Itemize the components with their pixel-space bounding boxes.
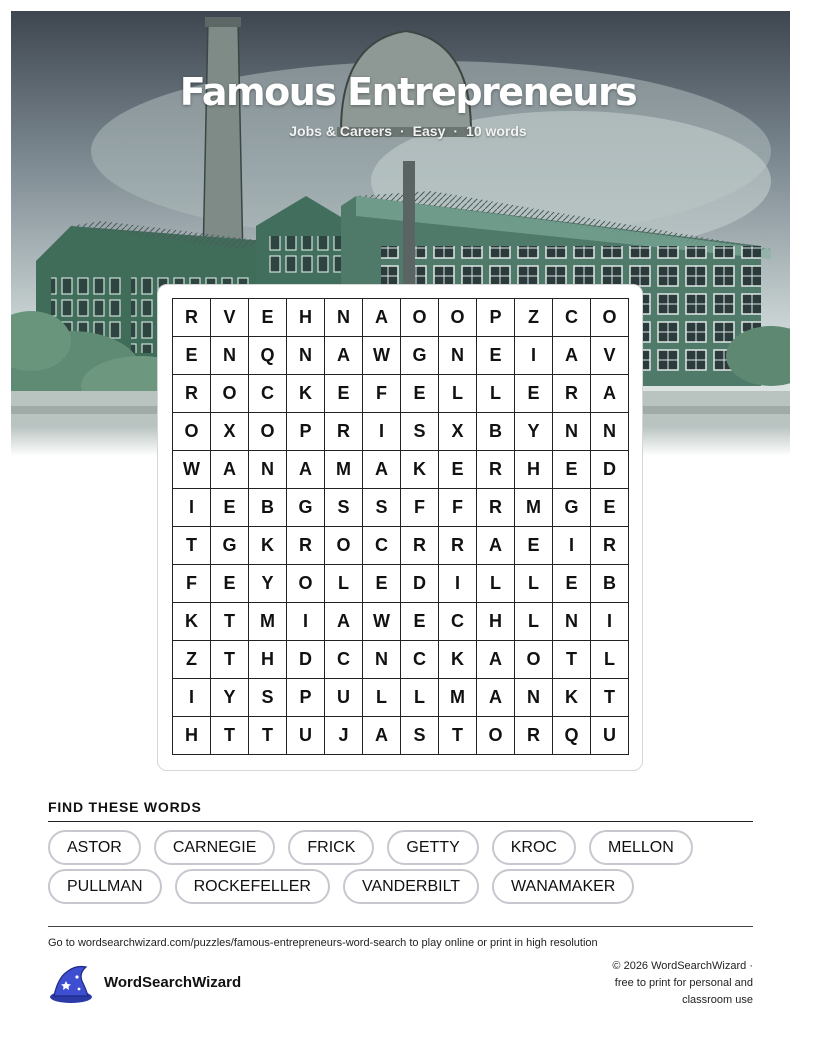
grid-cell: G (401, 337, 439, 375)
grid-cell: E (401, 603, 439, 641)
grid-cell: I (363, 413, 401, 451)
grid-cell: W (173, 451, 211, 489)
grid-cell: B (477, 413, 515, 451)
grid-cell: O (287, 565, 325, 603)
word-chip: WANAMAKER (492, 869, 634, 904)
grid-cell: O (325, 527, 363, 565)
word-chip: ROCKEFELLER (175, 869, 330, 904)
grid-cell: R (591, 527, 629, 565)
grid-cell: E (173, 337, 211, 375)
grid-cell: R (173, 375, 211, 413)
grid-cell: C (249, 375, 287, 413)
grid-cell: N (515, 679, 553, 717)
grid-cell: O (211, 375, 249, 413)
word-chip: KROC (492, 830, 576, 865)
grid-cell: B (591, 565, 629, 603)
grid-cell: G (211, 527, 249, 565)
grid-cell: K (173, 603, 211, 641)
grid-cell: L (515, 603, 553, 641)
word-list (48, 830, 768, 904)
grid-cell: S (363, 489, 401, 527)
grid-cell: A (287, 451, 325, 489)
grid-cell: R (477, 489, 515, 527)
grid-cell: E (249, 299, 287, 337)
grid-cell: S (249, 679, 287, 717)
grid-cell: T (211, 641, 249, 679)
grid-cell: I (591, 603, 629, 641)
grid-cell: Y (211, 679, 249, 717)
grid-cell: R (173, 299, 211, 337)
grid-cell: T (553, 641, 591, 679)
grid-cell: D (287, 641, 325, 679)
grid-cell: J (325, 717, 363, 755)
grid-cell: C (401, 641, 439, 679)
brand-name: WordSearchWizard (104, 974, 242, 991)
grid-cell: N (211, 337, 249, 375)
grid-cell: A (477, 679, 515, 717)
grid-cell: P (287, 679, 325, 717)
grid-cell: O (515, 641, 553, 679)
grid-cell: A (325, 337, 363, 375)
grid-cell: A (325, 603, 363, 641)
grid-cell: T (173, 527, 211, 565)
grid-cell: I (173, 679, 211, 717)
grid-cell: A (363, 717, 401, 755)
grid-cell: E (211, 565, 249, 603)
grid-cell: K (249, 527, 287, 565)
grid-cell: O (173, 413, 211, 451)
grid-cell: E (553, 565, 591, 603)
letter-grid (172, 298, 629, 755)
grid-cell: R (287, 527, 325, 565)
grid-cell: I (439, 565, 477, 603)
grid-cell: R (553, 375, 591, 413)
grid-cell: H (515, 451, 553, 489)
grid-cell: N (249, 451, 287, 489)
grid-cell: L (477, 565, 515, 603)
word-chip: MELLON (589, 830, 693, 865)
word-chip: ASTOR (48, 830, 141, 865)
grid-cell: I (515, 337, 553, 375)
grid-cell: H (173, 717, 211, 755)
word-chip: GETTY (387, 830, 478, 865)
grid-cell: N (287, 337, 325, 375)
word-chip: PULLMAN (48, 869, 162, 904)
grid-cell: O (249, 413, 287, 451)
puzzle-title: Famous Entrepreneurs (179, 70, 637, 114)
grid-cell: L (591, 641, 629, 679)
meta-separator: · (453, 123, 459, 139)
grid-cell: F (173, 565, 211, 603)
grid-cell: F (401, 489, 439, 527)
grid-cell: L (439, 375, 477, 413)
grid-cell: N (591, 413, 629, 451)
grid-cell: I (553, 527, 591, 565)
grid-cell: C (363, 527, 401, 565)
grid-cell: S (401, 717, 439, 755)
grid-cell: A (363, 299, 401, 337)
grid-cell: E (325, 375, 363, 413)
grid-cell: G (287, 489, 325, 527)
grid-cell: Z (515, 299, 553, 337)
grid-cell: Q (553, 717, 591, 755)
grid-cell: L (325, 565, 363, 603)
grid-cell: R (439, 527, 477, 565)
grid-cell: N (553, 603, 591, 641)
grid-cell: K (553, 679, 591, 717)
grid-cell: E (553, 451, 591, 489)
grid-cell: U (287, 717, 325, 755)
grid-cell: B (249, 489, 287, 527)
grid-cell: M (439, 679, 477, 717)
grid-cell: T (591, 679, 629, 717)
copyright-line: © 2026 WordSearchWizard · (612, 960, 753, 972)
grid-cell: E (515, 375, 553, 413)
grid-cell: L (363, 679, 401, 717)
grid-cell: E (477, 337, 515, 375)
grid-cell: E (515, 527, 553, 565)
grid-cell: O (401, 299, 439, 337)
grid-cell: T (211, 603, 249, 641)
grid-cell: A (363, 451, 401, 489)
grid-cell: D (401, 565, 439, 603)
divider (48, 821, 753, 822)
grid-cell: A (477, 527, 515, 565)
copyright-line: free to print for personal and (614, 977, 753, 989)
grid-cell: O (591, 299, 629, 337)
word-chip: CARNEGIE (154, 830, 276, 865)
grid-cell: T (211, 717, 249, 755)
grid-cell: R (401, 527, 439, 565)
divider (48, 926, 753, 927)
grid-cell: I (173, 489, 211, 527)
grid-cell: D (591, 451, 629, 489)
grid-cell: X (439, 413, 477, 451)
grid-cell: A (553, 337, 591, 375)
grid-cell: K (439, 641, 477, 679)
grid-cell: E (439, 451, 477, 489)
grid-cell: M (325, 451, 363, 489)
category-label: Jobs & Careers (289, 123, 392, 139)
grid-cell: P (287, 413, 325, 451)
word-count-label: 10 words (466, 123, 527, 139)
grid-cell: Z (173, 641, 211, 679)
grid-cell: V (591, 337, 629, 375)
grid-cell: T (439, 717, 477, 755)
word-chip: FRICK (288, 830, 374, 865)
grid-cell: X (211, 413, 249, 451)
grid-cell: V (211, 299, 249, 337)
grid-cell: M (515, 489, 553, 527)
grid-cell: R (325, 413, 363, 451)
grid-cell: H (287, 299, 325, 337)
grid-cell: H (477, 603, 515, 641)
grid-cell: E (363, 565, 401, 603)
grid-cell: W (363, 603, 401, 641)
grid-cell: M (249, 603, 287, 641)
copyright-notice (583, 958, 753, 1009)
grid-cell: S (401, 413, 439, 451)
meta-separator: · (399, 123, 405, 139)
grid-cell: L (515, 565, 553, 603)
grid-cell: F (363, 375, 401, 413)
grid-cell: N (325, 299, 363, 337)
grid-cell: C (439, 603, 477, 641)
grid-cell: N (553, 413, 591, 451)
grid-cell: S (325, 489, 363, 527)
difficulty-label: Easy (412, 123, 446, 139)
grid-cell: H (249, 641, 287, 679)
grid-cell: F (439, 489, 477, 527)
grid-cell: E (591, 489, 629, 527)
grid-cell: K (401, 451, 439, 489)
grid-cell: R (477, 451, 515, 489)
grid-cell: R (515, 717, 553, 755)
grid-cell: U (325, 679, 363, 717)
grid-cell: N (439, 337, 477, 375)
grid-cell: U (591, 717, 629, 755)
grid-cell: E (401, 375, 439, 413)
grid-cell: N (363, 641, 401, 679)
grid-cell: A (591, 375, 629, 413)
puzzle-meta (0, 123, 816, 139)
copyright-line: classroom use (682, 994, 753, 1006)
grid-cell: O (439, 299, 477, 337)
grid-cell: I (287, 603, 325, 641)
grid-cell: W (363, 337, 401, 375)
grid-cell: L (477, 375, 515, 413)
grid-cell: C (325, 641, 363, 679)
grid-cell: Y (249, 565, 287, 603)
grid-cell: T (249, 717, 287, 755)
word-list-heading: FIND THESE WORDS (48, 799, 202, 815)
grid-cell: E (211, 489, 249, 527)
grid-cell: L (401, 679, 439, 717)
grid-cell: A (477, 641, 515, 679)
word-chip: VANDERBILT (343, 869, 479, 904)
grid-cell: A (211, 451, 249, 489)
wizard-hat-icon (46, 963, 94, 1005)
grid-cell: P (477, 299, 515, 337)
grid-cell: Q (249, 337, 287, 375)
grid-cell: Y (515, 413, 553, 451)
grid-cell: G (553, 489, 591, 527)
grid-cell: O (477, 717, 515, 755)
online-link-text: Go to wordsearchwizard.com/puzzles/famous-entrepreneurs-word-search to play online or print in high resolution (48, 937, 598, 949)
grid-cell: C (553, 299, 591, 337)
grid-cell: K (287, 375, 325, 413)
